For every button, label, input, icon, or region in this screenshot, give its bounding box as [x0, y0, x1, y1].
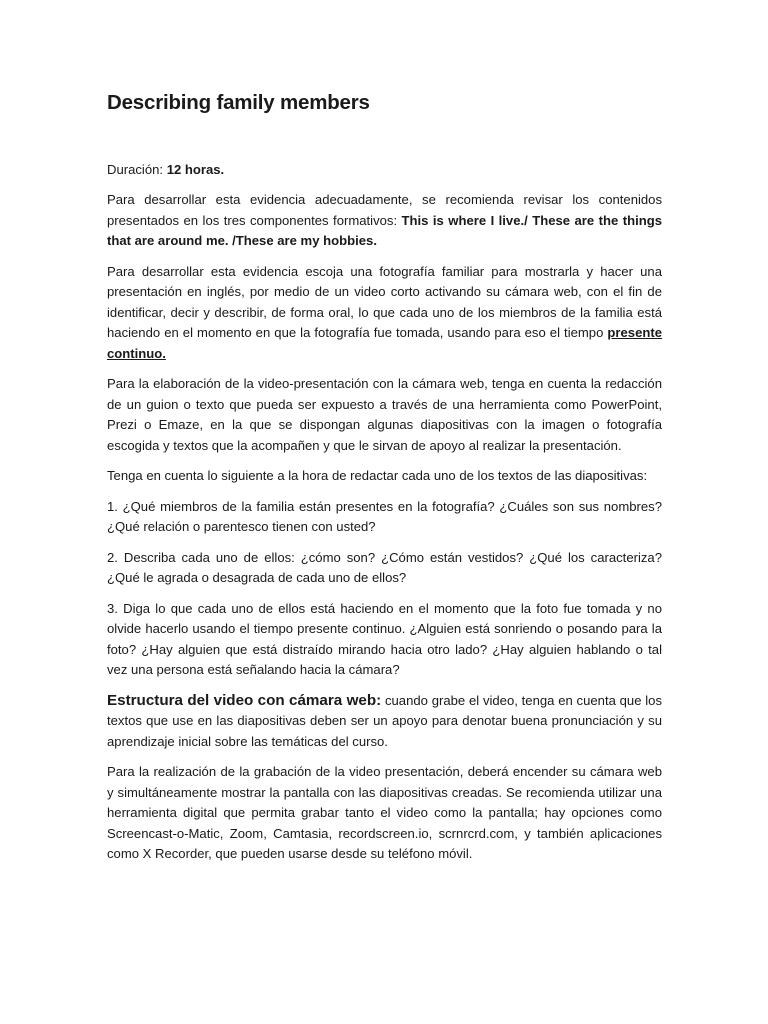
paragraph-elaboration: Para la elaboración de la video-presentación con la cámara web, tenga en cuenta la redacción de un guion o texto que pueda ser expuesto a través de una herramienta como PowerPoint, Prezi o Emaze, en la que se dispongan algunas diapositivas con la imagen o fotografía escogida y textos que la acompañen y que le sirvan de apoyo al realizar la presentación. — [107, 376, 662, 453]
paragraph-consider: Tenga en cuenta lo siguiente a la hora de redactar cada uno de los textos de las diapositivas: — [107, 468, 648, 484]
question-1: 1. ¿Qué miembros de la familia están presentes en la fotografía? ¿Cuáles son sus nombres? ¿Qué relación o parentesco tienen con usted? — [107, 498, 662, 535]
duration-line — [107, 160, 662, 181]
paragraph-components-text: Para desarrollar esta evidencia adecuadamente, se recomienda revisar los contenidos presentados en los tres componentes formativos: — [107, 192, 662, 228]
paragraph-recording: Para la realización de la grabación de la video presentación, deberá encender su cámara web y simultáneamente mostrar la pantalla con las diapositivas creadas. Se recomienda utilizar una herramienta digital que permita grabar tanto el video como la pantalla; hay opciones como Screencast-o-Matic, Zoom, Camtasia, recordscreen.io, scrnrcrd.com, y también aplicaciones como X Recorder, que pueden usarse desde su teléfono móvil. — [107, 764, 662, 862]
present-continuous-term: presente continuo. — [107, 325, 662, 361]
paragraph-instructions — [107, 262, 662, 365]
section-heading: Estructura del video con cámara web: — [107, 691, 382, 709]
page-title: Describing family members — [107, 91, 370, 114]
duration-label: Duración: — [107, 161, 167, 177]
question-2: 2. Describa cada uno de ellos: ¿cómo son? ¿Cómo están vestidos? ¿Qué los caracteriza? ¿Qué le agrada o desagrada de cada uno de ellos? — [107, 549, 662, 586]
document-page — [107, 90, 662, 875]
section-text: cuando grabe el video, tenga en cuenta que los textos que use en las diapositivas deben ser un apoyo para denotar buena pronunciación y su aprendizaje inicial sobre las temáticas del curso. — [107, 692, 663, 749]
paragraph-video-structure — [107, 691, 662, 753]
duration-value: 12 horas. — [166, 161, 225, 177]
paragraph-instructions-text: Para desarrollar esta evidencia escoja una fotografía familiar para mostrarla y hacer una presentación en inglés, por medio de un video corto activando su cámara web, con el fin de identificar, decir y describir, de forma oral, lo que cada uno de los miembros de la familia está haciendo en el momento en que la fotografía fue tomada, usando para eso el tiempo — [107, 263, 662, 341]
components-list: This is where I live./ These are the things that are around me. /These are my hobbies. — [107, 212, 662, 249]
paragraph-components — [107, 190, 662, 252]
question-3: 3. Diga lo que cada uno de ellos está haciendo en el momento que la foto fue tomada y no olvide hacerlo usando el tiempo presente continuo. ¿Alguien está sonriendo o posando para la foto? ¿Hay alguien que está distraído mirando hacia otro lado? ¿Hay alguien hablando o tal vez una persona está señalando hacia la cámara? — [107, 600, 662, 678]
